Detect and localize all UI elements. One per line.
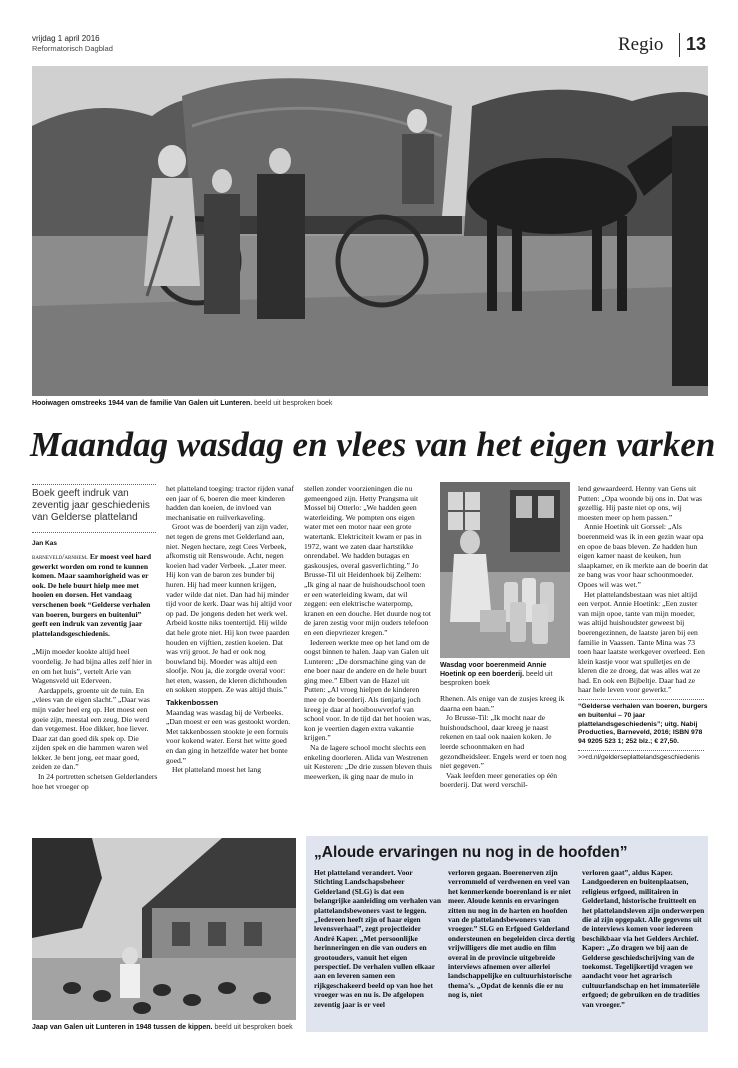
paragraph: Maandag was wasdag bij de Verbeeks. „Dan moest er een was gestookt worden. Met takkenbossen stookte je een fornuis voor kokend water. Eerst het witte goed en dan ging in hetzelfde water het bonte goed.” bbox=[166, 707, 291, 765]
chickens-photo bbox=[32, 838, 296, 1020]
paragraph: In 24 portretten schetsen Gelderlanders hoe het vroeger op bbox=[32, 772, 158, 791]
sidebar-column-1: Het platteland verandert. Voor Stichting Landschapsbeheer Gelderland (SLG) is dat een belangrijke aanleiding om verhalen van plattelandsbewoners vast te leggen. „Iedereen heeft zijn of haar eigen levensverhaal”, zegt projectleider André Kaper. „Met persoonlijke herinneringen en die van ouders en grootouders, vanuit het eigen perspectief. De verhalen vullen elkaar aan en leveren samen een rijkgeschakeerd beeld op van hoe het vroeger was en nu is. De afgelopen zeventig jaar is er veel bbox=[314, 868, 442, 1009]
article-column-3 bbox=[304, 484, 432, 781]
paragraph: Iedereen werkte mee op het land om de oogst binnen te halen. Jaap van Galen uit Lunteren: „De dorsmachine ging van de ene boer naar de andere en de hele buurt ging mee.” Elbert van de Hazel uit Putten: „Al vroeg hielpen de kinderen mee op de boerderij. Als tienjarig joch kreeg je daar al hooibouwverlof van school voor. In de tijd dat het hooien was, kon je veertien dagen extra vakantie krijgen.” bbox=[304, 637, 431, 743]
book-info: “Gelderse verhalen van boeren, burgers en buitenlui – 70 jaar plattelandsgeschiedenis”; uitg. Nabij Producties, Barneveld, 2016; ISBN 978 94 9205 523 1; 252 blz.; € 27,50. bbox=[578, 703, 708, 746]
paragraph: „Mijn moeder kookte altijd heel voordelig. Je had bijna alles zelf hier in en om het huis”, vertelt Arie van Wagensveld uit Ederveen. bbox=[32, 647, 152, 686]
article-column-2 bbox=[166, 484, 294, 775]
newspaper-name: Reformatorisch Dagblad bbox=[32, 44, 113, 53]
article-column-1 bbox=[32, 552, 158, 791]
paragraph: Het platteland moest het lang bbox=[172, 765, 261, 775]
paragraph: lend gewaardeerd. Henny van Gens uit Putten: „Opa woonde bij ons in. Dat was gezellig. Hij paste niet op ons, wij moesten meer op hem passen.” bbox=[578, 484, 703, 522]
paragraph: Annie Hoetink uit Gorssel: „Als boerenmeid was ik in een gezin waar opa en opoe de baas bleven. Ze hadden hun eigen kamer naast de keuken, hun slaapkamer, en ik merkte aan de boerin dat ze bang was voor haar schoonmoeder. Opoes wil was wet.” bbox=[578, 522, 708, 589]
book-info-rule bbox=[578, 699, 704, 700]
hay-wagon-image bbox=[32, 66, 708, 396]
paragraph: Vaak leefden meer generaties op één boerderij. Dat werd verschil- bbox=[440, 770, 558, 790]
photo-credit: beeld uit besproken boek bbox=[254, 400, 333, 407]
paragraph: Aardappels, groente uit de tuin. En „vlees van de eigen slacht.” „Daar was mijn vader heel erg op. Het moest een goeie zijn, meestal een zeug. Die werd dan vetgemest. Hoe dikker, hoe liever. Daar zat dan goed dik spek op. Die zijden spek en die hammen waren wel lekker. Je bent jong, eet maar goed, zeiden ze dan.” bbox=[32, 685, 150, 772]
paragraph: Jo Brusse-Til: „Ik mocht naar de huishoudschool, daar kreeg je naast rekenen en taal ook naaien koken. Je leerde schoonmaken en had gezondheidsleer. Engels werd er toen nog niet gegeven.” bbox=[440, 713, 567, 771]
photo-credit: beeld uit besproken boek bbox=[440, 671, 553, 687]
dateline: barneveld/arnhem. bbox=[32, 552, 88, 561]
chickens-caption bbox=[32, 1023, 304, 1032]
intro-rule-bottom bbox=[32, 532, 156, 533]
article-column-4 bbox=[440, 694, 570, 790]
paragraph: Rhenen. Als enige van de zusjes kreeg ik daarna een baan.” bbox=[440, 694, 565, 713]
caption-text: Jaap van Galen uit Lunteren in 1948 tussen de kippen. bbox=[32, 1024, 213, 1031]
article-column-5 bbox=[578, 484, 708, 763]
sidebar-column-3: verloren gaat”, aldus Kaper. Landgoederen en buitenplaatsen, religieus erfgoed, militairen in Gelderland, historische fruitteelt en het plattelandsleven zijn onderwerpen die al zijn opgepakt. Alle gegevens uit de interviews komen voor iedereen beschikbaar via het Gelders Archief. Kaper: „Zo dragen we bij aan de Gelderse geschiedschrijving van de toekomst. Tegelijkertijd vragen we aandacht voor het agrarisch cultuurlandschap en het immateriële erfgoed; de gebruiken en de tradities van vroeger.” bbox=[582, 868, 705, 1009]
paragraph: Na de lagere school mocht slechts een enkeling doorleren. Alida van Westrenen uit Kesteren: „De drie zussen bleven thuis meewerken, ik ging naar de mulo in bbox=[304, 743, 432, 781]
chickens-image bbox=[32, 838, 296, 1020]
section-title: Regio bbox=[618, 34, 664, 55]
laundry-caption bbox=[440, 661, 572, 688]
hay-wagon-photo bbox=[32, 66, 708, 396]
laundry-image bbox=[440, 482, 570, 658]
caption-text: Hooiwagen omstreeks 1944 van de familie Van Galen uit Lunteren. bbox=[32, 400, 253, 407]
article-byline: Jan Kas bbox=[32, 540, 57, 547]
article-link[interactable]: >>rd.nl/gelderseplattelandsgeschiedenis bbox=[578, 754, 700, 762]
publication-date: vrijdag 1 april 2016 bbox=[32, 34, 100, 43]
subheading: Takkenbossen bbox=[166, 698, 219, 708]
photo-credit: beeld uit besproken boek bbox=[214, 1024, 293, 1031]
article-headline: Maandag wasdag en vlees van het eigen varken bbox=[30, 425, 716, 464]
paragraph: Groot was de boerderij van zijn vader, net tegen de grens met Gelderland aan, niet. Negen hectare, zegt Cees Verbeek, afkomstig uit Renswoude. Acht, negen koeien had vader Verbeek. „Later meer. Hij kon van de baron zes bunder bij huren. Hij had meer kunnen krijgen, vader wilde dat niet. Dan had hij minder tijd voor de kerk. Daar was hij altijd voor op pad. De jongens deden het werk wel. Arbeid kostte niks toentertijd. Hij wilde dat hele grote niet. Hij kon twee paarden houden en vijftien, zestien koeien. Dat was vrij groot. Je had er ook nog bouwland bij. Moeder was altijd een sloofje. Nou ja, die zorgde overal voor: het eten, wassen, de kleren dichthouden en sokken stoppen. Ze was altijd thuis.” bbox=[166, 522, 292, 695]
page-number: 13 bbox=[686, 34, 707, 54]
paragraph: Het plattelandsbestaan was niet altijd een verpot. Annie Hoetink: „Een zuster van mijn opoe, tante van mijn moeder, was altijd huishoudster geweest bij boerengezinnen, de laatste jaren bij een familie in Vaassen. Tante Mina was 73 toen haar laatste werkgever overleed. Een klein kastje voor wat spulletjes en de kleren die ze droeg, dat was alles wat ze had. En ook een Bijbeltje. Daar had ze haar hele leven voor gewerkt.” bbox=[578, 589, 705, 695]
lead-paragraph bbox=[32, 552, 158, 638]
section-divider bbox=[679, 33, 680, 57]
paragraph: het platteland toeging: tractor rijden vanaf een jaar of 6, boeren die meer kinderen hadden dan koeien, de invloed van mechanisatie en ruilverkaveling. bbox=[166, 484, 294, 522]
sidebar-column-2: verloren gegaan. Boerenerven zijn verrommeld of verdwenen en veel van het kenmerkende boerenland is er niet meer. Aloude kennis en ervaringen zitten nu nog in de harten en hoofden van de plattelandsbewoners van vroeger.” SLG en Erfgoed Gelderland ondersteunen en begeleiden circa dertig vrijwilligers die met audio en film overal in de provincie uitgebreide interviews afnemen over allerlei landschappelijke en cultuurhistorische thema’s. „Opdat de kennis die er nu nog is, niet bbox=[448, 868, 575, 1000]
laundry-photo bbox=[440, 482, 570, 658]
caption-text: Wasdag voor boerenmeid Annie Hoetink op een boerderij. bbox=[440, 662, 547, 678]
lead-text: Er moest veel hard gewerkt worden om rond te kunnen komen. Maar saamhorigheid was er ook. De hele buurt hielp mee met hooien en dorsen. Het vandaag verschenen boek “Gelderse verhalen van boeren, burgers en buitenlui” geeft een indruk van zeventig jaar plattelandsgeschiedenis. bbox=[32, 552, 152, 638]
paragraph: stellen zonder voorzieningen die nu gemeengoed zijn. Hetty Prangsma uit Mossel bij Otterlo: „We hadden geen waterleiding. We pompten ons eigen water met een motor naar een grote watertank. Elektriciteit kwam er pas in 1972, want we zaten daar hartstikke onrendabel. We hadden butagas en gaskousjes, overal gasverlichting.” Jo Brusse-Til uit Heidenhoek bij Zelhem: „Ik ging al naar de huishoudschool toen er een waterleiding kwam, dat wil zeggen: een elektrische waterpomp, kranen en een douche. Het duurde nog tot de jaren zestig voor mijn ouders telefoon en een diepvriezer kregen.” bbox=[304, 484, 431, 637]
hay-wagon-caption bbox=[32, 399, 708, 408]
sidebar-title: „Aloude ervaringen nu nog in de hoofden” bbox=[314, 844, 628, 861]
article-intro: Boek geeft indruk van zeventig jaar geschiedenis van Gelderse platteland bbox=[32, 488, 150, 523]
book-info-rule-bottom bbox=[578, 750, 704, 751]
intro-rule-top bbox=[32, 484, 156, 485]
